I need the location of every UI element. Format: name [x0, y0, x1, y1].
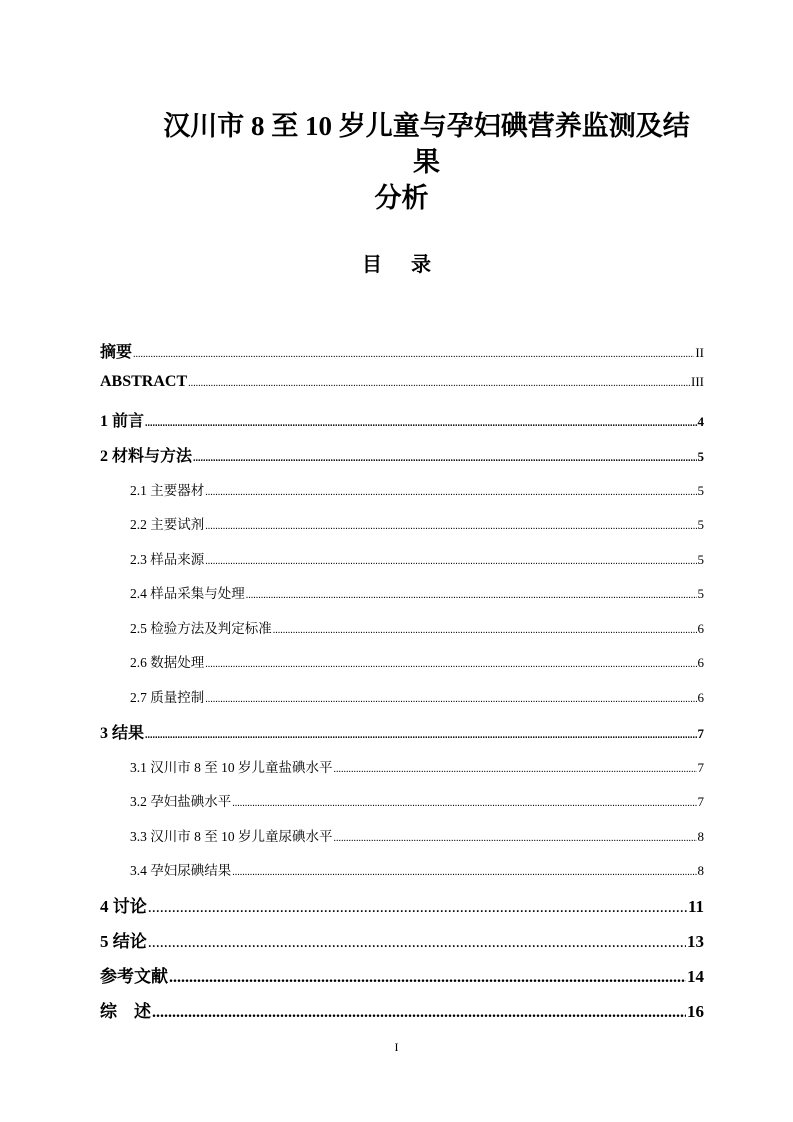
toc-leader-dots — [205, 694, 696, 705]
toc-entry-label: 综 述 — [100, 1002, 151, 1021]
toc-entry-label: 2 材料与方法 — [100, 448, 193, 465]
toc-leader-dots — [148, 934, 686, 952]
toc-entry-page: 5 — [697, 586, 704, 601]
toc-leader-dots — [145, 418, 696, 429]
toc-leader-dots — [145, 730, 696, 741]
toc-entry-3-1[interactable] — [130, 756, 704, 776]
toc-entry-label: 3.3 汉川市 8 至 10 岁儿童尿碘水平 — [130, 829, 333, 844]
toc-entry-page: III — [691, 374, 704, 389]
toc-leader-dots — [169, 969, 686, 987]
toc-entry-page: 5 — [697, 449, 704, 464]
toc-entry-section-1[interactable] — [100, 408, 704, 431]
toc-entry-3-2[interactable] — [130, 790, 704, 810]
toc-entry-3-4[interactable] — [130, 859, 704, 879]
toc-entry-page: 16 — [687, 1002, 704, 1021]
toc-entry-references[interactable] — [100, 962, 704, 987]
toc-entry-2-5[interactable] — [130, 617, 704, 637]
toc-leader-dots — [232, 867, 696, 878]
toc-entry-label: 2.2 主要试剂 — [130, 517, 205, 532]
toc-entry-2-6[interactable] — [130, 651, 704, 671]
toc-entry-2-7[interactable] — [130, 686, 704, 706]
toc-entry-page: 8 — [697, 829, 704, 844]
toc-entry-page: 6 — [697, 621, 704, 636]
title-line-1: 汉川市 8 至 10 岁儿童与孕妇碘营养监测及结果 — [163, 111, 690, 177]
toc-entry-label: 2.7 质量控制 — [130, 690, 205, 705]
toc-entry-label: 3.2 孕妇盐碘水平 — [130, 794, 232, 809]
toc-entry-page: 5 — [697, 483, 704, 498]
toc-leader-dots — [205, 521, 696, 532]
toc-leader-dots — [188, 378, 690, 389]
toc-entry-abstract-en[interactable] — [100, 373, 704, 391]
toc-entry-2-1[interactable] — [130, 479, 704, 499]
toc-entry-page: II — [695, 345, 704, 360]
toc-entry-label: 摘要 — [100, 344, 133, 361]
toc-leader-dots — [205, 556, 696, 567]
page-number: I — [394, 1040, 399, 1054]
toc-entry-label: 2.3 样品来源 — [130, 552, 205, 567]
toc-entry-abstract-cn[interactable] — [100, 339, 704, 362]
toc-leader-dots — [334, 833, 697, 844]
toc-leader-dots — [152, 1004, 686, 1022]
toc-entry-label: 1 前言 — [100, 413, 145, 430]
toc-entry-page: 7 — [697, 726, 704, 741]
toc-leader-dots — [334, 764, 697, 775]
toc-entry-label: 4 讨论 — [100, 897, 147, 916]
toc-leader-dots — [148, 899, 687, 917]
toc-entry-label: 5 结论 — [100, 932, 147, 951]
toc-entry-page: 5 — [697, 552, 704, 567]
toc-entry-label: 2.1 主要器材 — [130, 483, 205, 498]
toc-entry-3-3[interactable] — [130, 825, 704, 845]
toc-entry-section-4[interactable] — [100, 892, 704, 917]
toc-entry-page: 13 — [687, 932, 704, 951]
toc-entry-label: 2.4 样品采集与处理 — [130, 586, 245, 601]
document-title — [100, 108, 703, 216]
toc-leader-dots — [232, 798, 696, 809]
toc-entry-label: 3.1 汉川市 8 至 10 岁儿童盐碘水平 — [130, 760, 333, 775]
toc-entry-page: 4 — [697, 414, 704, 429]
toc-leader-dots — [193, 453, 696, 464]
toc-entry-2-3[interactable] — [130, 548, 704, 568]
toc-entry-label: 3.4 孕妇尿碘结果 — [130, 863, 232, 878]
toc-entry-page: 6 — [697, 690, 704, 705]
toc-entry-section-3[interactable] — [100, 720, 704, 743]
toc-heading: 目 录 — [362, 254, 443, 276]
toc-entry-2-4[interactable] — [130, 582, 704, 602]
toc-entry-page: 7 — [697, 760, 704, 775]
toc-entry-page: 8 — [697, 863, 704, 878]
toc-entry-label: ABSTRACT — [100, 373, 188, 390]
toc-entry-label: 3 结果 — [100, 725, 145, 742]
toc-entry-2-2[interactable] — [130, 513, 704, 533]
toc-entry-page: 5 — [697, 517, 704, 532]
toc-entry-label: 2.5 检验方法及判定标准 — [130, 621, 272, 636]
toc-entry-page: 6 — [697, 655, 704, 670]
toc-entry-review[interactable] — [100, 997, 704, 1022]
toc-entry-section-5[interactable] — [100, 927, 704, 952]
toc-entry-page: 7 — [697, 794, 704, 809]
toc-leader-dots — [133, 349, 694, 360]
toc-entry-page: 11 — [687, 897, 704, 916]
toc-entry-label: 2.6 数据处理 — [130, 655, 205, 670]
toc-entry-section-2[interactable] — [100, 443, 704, 466]
title-line-2: 分析 — [374, 183, 429, 213]
toc-leader-dots — [246, 590, 697, 601]
toc-entry-label: 参考文献 — [100, 967, 168, 986]
toc-leader-dots — [205, 487, 696, 498]
toc-entry-page: 14 — [687, 967, 704, 986]
toc-leader-dots — [273, 625, 697, 636]
toc-leader-dots — [205, 659, 696, 670]
